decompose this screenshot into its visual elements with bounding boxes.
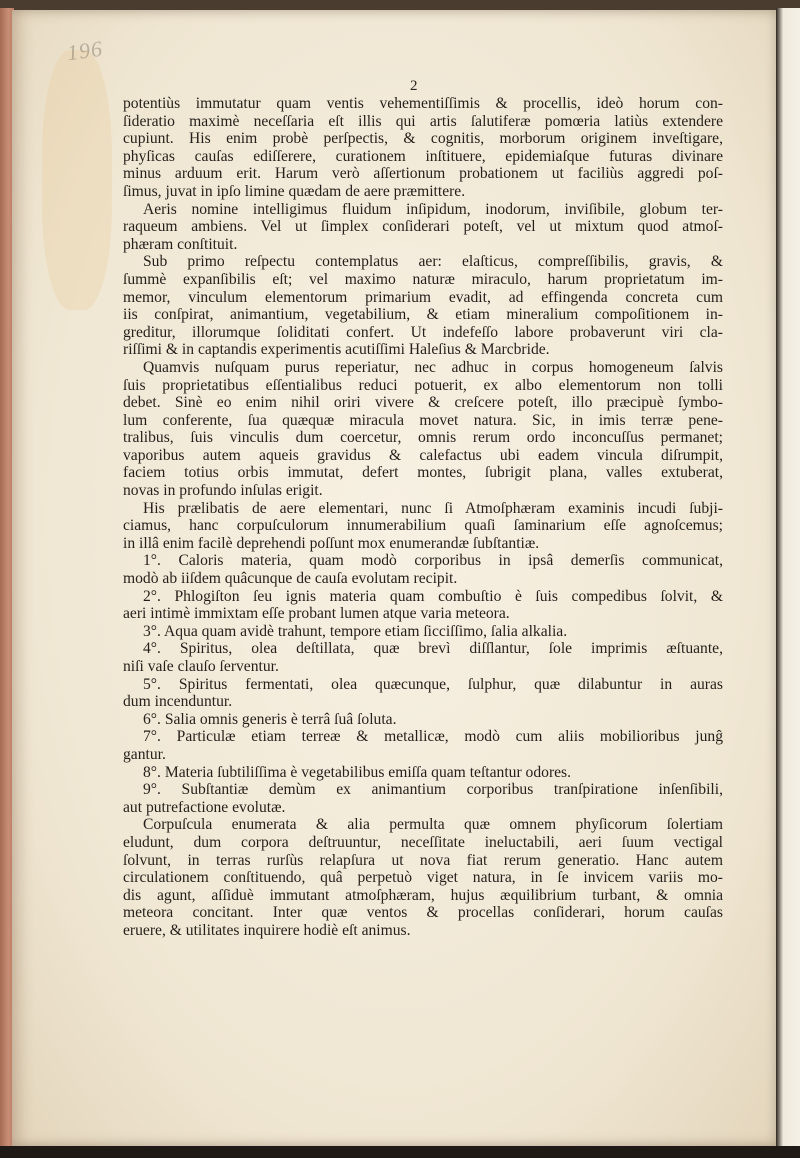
text-line: potentiùs immutatur quam ventis vehementiſſimis & procellis, ideò horum con- — [123, 95, 723, 112]
text-line: in illâ enim facilè deprehendi poſſunt mox enumerandæ ſubſtantiæ. — [123, 534, 540, 552]
text-line: Quamvis nuſquam purus reperiatur, nec adhuc in corpus homogeneum ſalvis — [143, 358, 723, 376]
text-line: 5°. Spiritus fermentati, olea quæcunque, ſulphur, quæ dilabuntur in auras — [143, 675, 723, 693]
text-line: dum incenduntur. — [123, 693, 233, 711]
text-line: ſuis proprietatibus eſſentialibus reduci potuerit, ex albo elementorum non tolli — [123, 376, 723, 394]
text-line: phyſicas cauſas ediſſerere, curationem inſtituere, epidemiaſque futuras divinare — [123, 147, 723, 165]
text-line: His prælibatis de aere elementari, nunc ſi Atmoſphæram examinis incudi ſubji- — [143, 499, 723, 517]
text-line: 7°. Particulæ etiam terreæ & metallicæ, modò cum aliis mobilioribus junĝ — [143, 728, 723, 746]
text-line: 1°. Caloris materia, quam modò corporibus in ipsâ demerſis communicat, — [143, 552, 723, 570]
paper-stain — [42, 50, 112, 310]
book-top-edge — [0, 0, 800, 10]
text-line: eruere, & utilitates inquirere hodiè eſt animus. — [123, 921, 411, 939]
text-line: tralibus, ſuis vinculis dum coercetur, omnis rerum ordo inconcuſſus permanet; — [123, 429, 723, 447]
text-line: debet. Sinè eo enim nihil oriri vivere & creſcere poteſt, illo præcipuè ſymbo- — [123, 394, 723, 412]
text-line: lum conferente, ſua quæquæ miracula movet natura. Sic, in imis terræ pene- — [123, 411, 723, 429]
text-line: 6°. Salia omnis generis è terrâ ſuâ ſoluta. — [143, 710, 397, 728]
text-line: ciamus, hanc corpuſculorum innumerabilium quaſi ſaminarium eſſe agnoſcemus; — [123, 517, 723, 535]
text-line: Corpuſcula enumerata & alia permulta quæ omnem phyſicorum ſolertiam — [143, 816, 723, 834]
text-line: iis conſpirat, animantium, vegetabilium, & etiam mineralium compoſitionem in- — [123, 306, 723, 324]
text-line: phæram conſtituit. — [123, 235, 238, 253]
text-line: meteora concitant. Inter quæ ventos & procellas conſiderari, horum cauſas — [123, 904, 723, 922]
text-line: novas in profundo inſulas erigit. — [123, 482, 323, 500]
text-line: ſideratio maximè neceſſaria eſt illis qui artis ſalutiferæ pomœria latiùs extendere — [123, 112, 723, 130]
text-line: 8°. Materia ſubtiliſſima è vegetabilibus emiſſa quam teſtantur odores. — [143, 763, 572, 781]
text-line: ſimus, juvat in ipſo limine quædam de aere præmittere. — [123, 182, 466, 200]
text-line: ſummè expanſibilis eſt; vel maximo naturæ miraculo, harum proprietatum im- — [123, 270, 723, 288]
text-line: dis agunt, aſſiduè immutant atmoſphæram, hujus æquilibrium turbant, & omnia — [123, 886, 723, 904]
text-line: niſi vaſe clauſo ſerventur. — [123, 658, 279, 675]
text-line: riſſimi & in captandis experimentis acutiſſimi Haleſius & Marcbride. — [123, 341, 550, 359]
text-line: memor, vinculum elementorum primarium evadit, ad effingenda concreta cum — [123, 288, 723, 306]
text-line: 3°. Aqua quam avidè trahunt, tempore etiam ſicciſſimo, ſalia alkalia. — [143, 622, 568, 640]
text-line: faciem totius orbis immutat, defert montes, ſubrigit plana, valles extuberat, — [123, 464, 723, 482]
text-line: cupiunt. His enim probè perſpectis, & cognitis, morborum originem inveſtigare, — [123, 130, 723, 148]
next-page-edge — [776, 8, 800, 1148]
text-line: Sub primo reſpectu contemplatus aer: elaſticus, compreſſibilis, gravis, & — [143, 253, 723, 271]
body-text — [123, 95, 723, 940]
text-line: aeri intimè immixtam eſſe probant lumen atque varia meteora. — [123, 605, 510, 623]
text-line: 9°. Subſtantiæ demùm ex animantium corporibus tranſpiratione inſenſibili, — [143, 781, 723, 799]
text-line: 4°. Spiritus, olea deſtillata, quæ brevì diſſlantur, ſole imprimis æſtuante, — [143, 640, 723, 658]
text-line: gantur. — [123, 745, 166, 763]
text-line: eludunt, dum corpora deſtruuntur, neceſſitate ineluctabili, aeri ſuum vectigal — [123, 833, 723, 851]
page-number: 2 — [410, 78, 418, 94]
text-line: greditur, illorumque ſoliditati confert. Ut indefeſſo labore probaverunt viri cla- — [123, 323, 723, 341]
text-line: circulationem conſtituendo, quâ perpetuò viget natura, in ſe invicem variis mo- — [123, 869, 723, 887]
text-line: ſolvunt, in terras rurſùs relapſura ut nova fiat rerum generatio. Hanc autem — [123, 851, 723, 869]
text-line: vaporibus autem aqueis gravidus & calefactus ubi eadem vincula diſrumpit, — [123, 446, 723, 464]
text-line: aut putrefactione evolutæ. — [123, 798, 286, 816]
text-line: raqueum ambiens. Vel ut ſimplex conſiderari poteſt, vel ut mixtum quod atmoſ- — [123, 218, 723, 236]
handwritten-folio-number: 196 — [65, 35, 105, 66]
text-line: minus arduum erit. Harum verò aſſertionum probationem ut faciliùs aggredi poſ- — [123, 165, 723, 183]
text-line: modò ab iiſdem quâcunque de cauſa evolutam recipit. — [123, 570, 458, 588]
text-line: Aeris nomine intelligimus fluidum inſipidum, inodorum, inviſibile, globum ter- — [143, 200, 723, 218]
book-bottom-edge — [0, 1146, 800, 1158]
text-line: 2°. Phlogiſton ſeu ignis materia quam combuſtio è ſuis compedibus ſolvit, & — [143, 587, 723, 605]
